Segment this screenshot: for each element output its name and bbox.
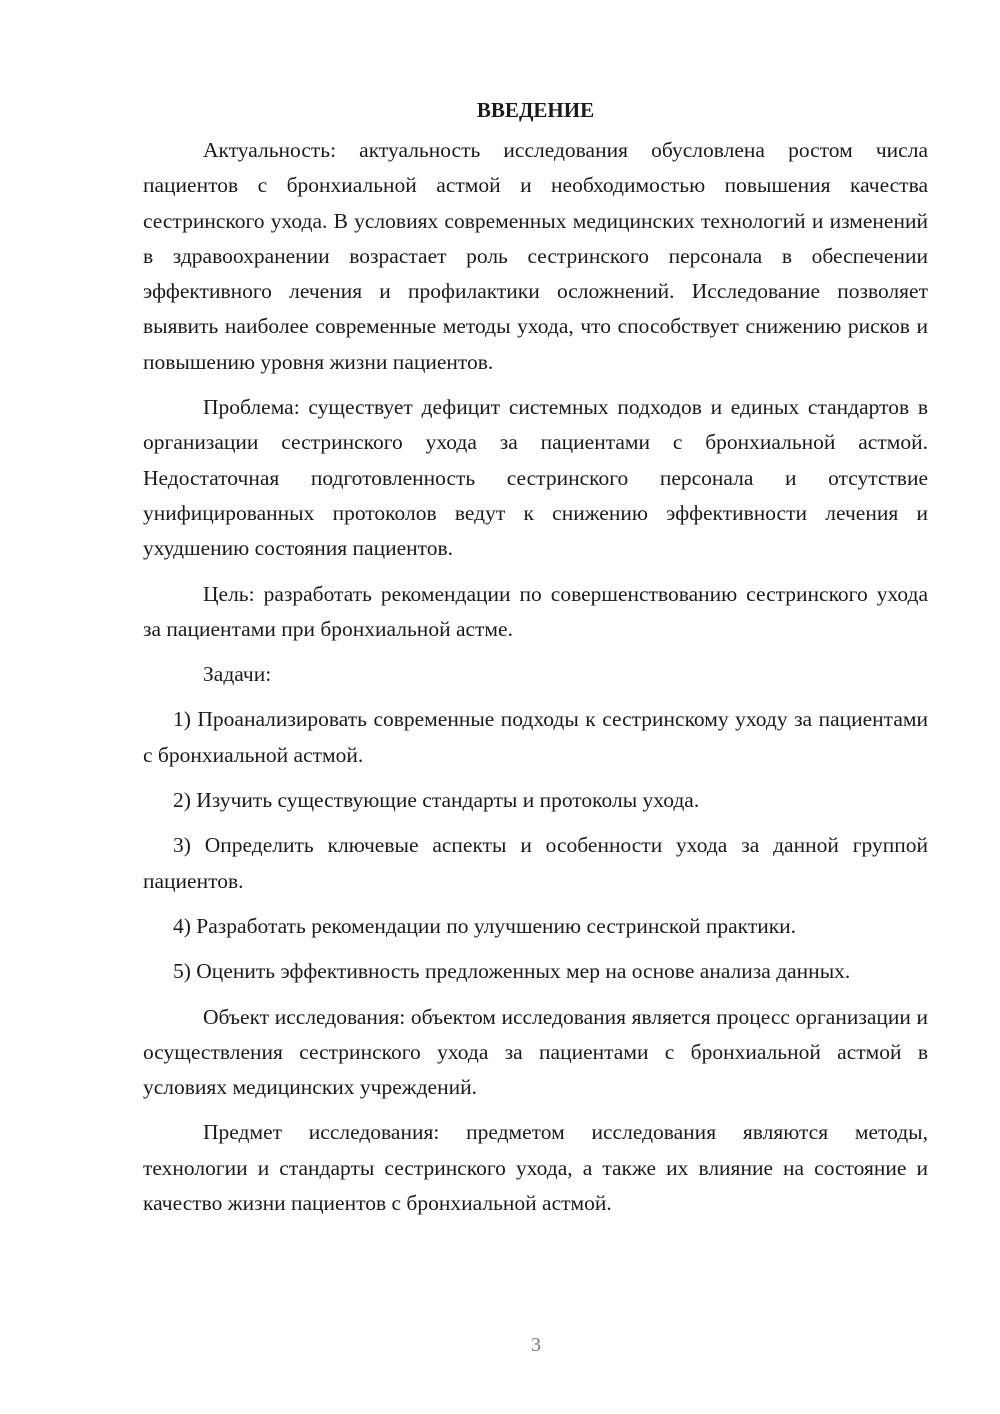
- task-item: 4) Разработать рекомендации по улучшению сестринской практики.: [173, 913, 797, 938]
- task-item: 2) Изучить существующие стандарты и протоколы ухода.: [173, 788, 700, 813]
- page-number: 3: [531, 1334, 541, 1356]
- tasks-heading: Задачи:: [203, 662, 272, 687]
- paragraph-relevance: Актуальность: актуальность исследования обусловлена ростом числа пациентов с бронхиальной астмой и необходимостью повышения качества сестринского ухода. В условиях современных медицинских технологий и изменений в здравоохранении возрастает роль сестринского персонала в обеспечении эффективного лечения и профилактики осложнений. Исследование позволяет выявить наиболее современные методы ухода, что способствует снижению рисков и повышению уровня жизни пациентов.: [143, 138, 928, 374]
- paragraph-subject: Предмет исследования: предметом исследования являются методы, технологии и стандарты сестринского ухода, а также их влияние на состояние и качество жизни пациентов с бронхиальной астмой.: [143, 1120, 928, 1216]
- paragraph-problem: Проблема: существует дефицит системных подходов и единых стандартов в организации сестринского ухода за пациентами с бронхиальной астмой. Недостаточная подготовленность сестринского персонала и отсутствие унифицированных протоколов ведут к снижению эффективности лечения и ухудшению состояния пациентов.: [143, 395, 928, 561]
- paragraph-object: Объект исследования: объектом исследования является процесс организации и осуществления сестринского ухода за пациентами с бронхиальной астмой в условиях медицинских учреждений.: [143, 1004, 928, 1100]
- section-title: ВВЕДЕНИЕ: [476, 98, 595, 122]
- document-page: [143, 95, 928, 1231]
- task-item: 5) Оценить эффективность предложенных мер на основе анализа данных.: [173, 959, 851, 984]
- paragraph-goal: Цель: разработать рекомендации по совершенствованию сестринского ухода за пациентами при бронхиальной астме.: [143, 581, 928, 641]
- task-item: 1) Проанализировать современные подходы к сестринскому уходу за пациентами с бронхиальной астмой.: [143, 707, 928, 767]
- task-item: 3) Определить ключевые аспекты и особенности ухода за данной группой пациентов.: [143, 833, 928, 893]
